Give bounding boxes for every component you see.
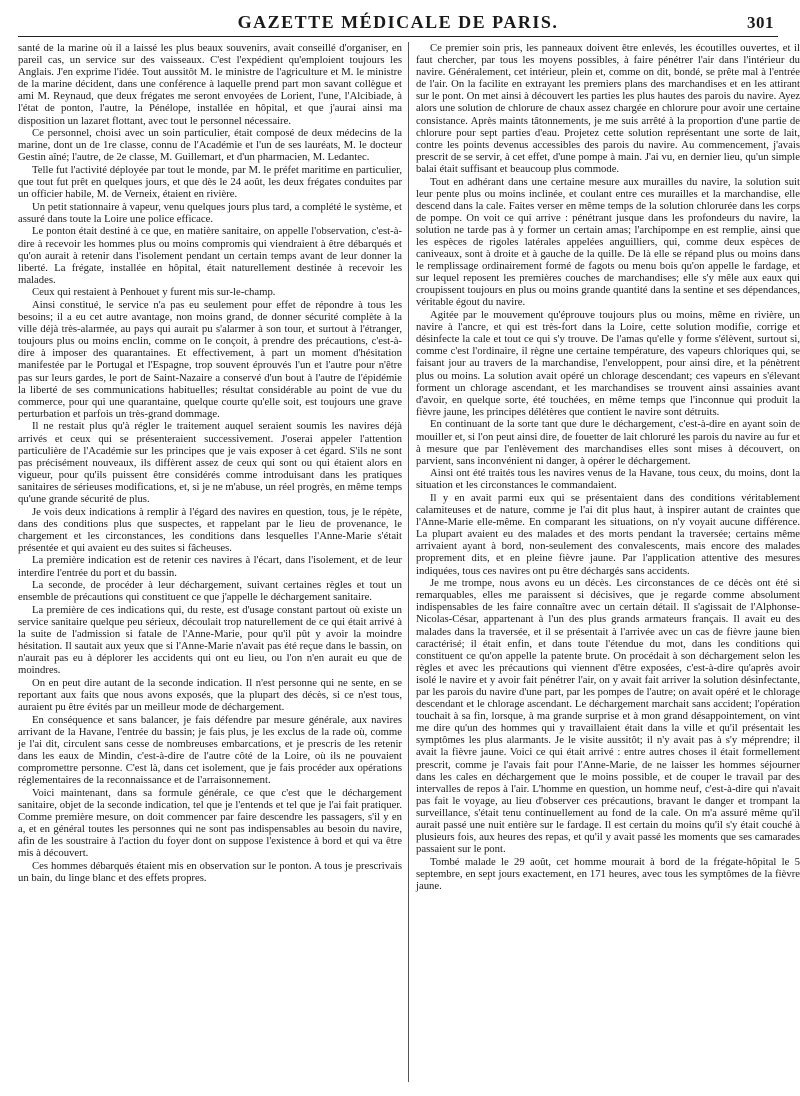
- paragraph: Ce premier soin pris, les panneaux doivent être enlevés, les écoutilles ouvertes, et il faut chercher, par tous les moyens possibles, à faire pénétrer l'air dans l'intérieur du navire. Généralement, cet intérieur, plein et, comme on dit, bondé, se prête mal à l'entrée de l'air. On la facilite en extrayant les premiers plans des marchandises et en les attirant sur le pont. On met ainsi à découvert les parties les plus hautes des parois du navire. Ayez alors une solution de chlorure de chaux assez chargée en chlorure pour avoir une certaine consistance. Après maints tâtonnements, je me suis arrêté à la proportion d'une partie de chlorure pour sept parties d'eau. Projetez cette solution représentant une sorte de lait, contre les points devenus accessibles des parois du navire. Au commencement, j'avais prescrit de se servir, à cet effet, d'une pompe à main. J'ai vu, en dernier lieu, qu'un simple balai était suffisant et beaucoup plus commode.: [416, 42, 800, 175]
- paragraph: La première de ces indications qui, du reste, est d'usage constant partout où existe un service sanitaire quelque peu sérieux, découlait trop naturellement de ce qui était arrivé à la suite de l'admission si fatale de l'Anne-Marie, pour qu'il pût y avoir la moindre hésitation. Il sautait aux yeux que si l'Anne-Marie n'avait pas été reçue dans le bassin, on n'aurait pas eu à déplorer les accidents qui ont eu lieu, ou l'on n'en aurait eu que de moindres.: [18, 603, 402, 677]
- paragraph: En continuant de la sorte tant que dure le déchargement, c'est-à-dire en ayant soin de mouiller et, si l'on peut ainsi dire, de fouetter de lait chloruré les parois du navire au fur et à mesure que par l'enlèvement des marchandises elles sont mises à découvert, on parvient, sans inconvénient ni danger, à opérer le déchargement.: [416, 418, 800, 467]
- journal-title: GAZETTE MÉDICALE DE PARIS.: [237, 12, 559, 32]
- paragraph: Je vois deux indications à remplir à l'égard des navires en question, tous, je le répète, dans des conditions plus que suspectes, et rappelant par le lieu de provenance, le chargement et les circonstances, les conditions dans lesquelles l'Anne-Marie s'était présentée et qui avaient eu des suites si fâcheuses.: [18, 505, 402, 554]
- paragraph: Le ponton était destiné à ce que, en matière sanitaire, on appelle l'observation, c'est-à-dire à recevoir les hommes plus ou moins compromis qui viendraient à être débarqués et qu'on aurait à retenir dans l'isolement pendant un certain temps avant de leur donner la liberté. La frégate, installée en hôpital, était naturellement destinée à recevoir les malades.: [18, 225, 402, 286]
- paragraph: Tout en adhérant dans une certaine mesure aux murailles du navire, la solution suit leur pente plus ou moins inclinée, et coulant entre ces murailles et la marchandise, elle descend dans la cale. Faites verser en même temps de la solution chlorurée dans les corps de pompe. On voit ce qui arrive : pénétrant jusque dans les profondeurs du navire, la solution ne tarde pas à y former un certain amas; l'archipompe en est remplie, ainsi que les espèces de rigoles latérales appelées anguilliers, qui, comme deux espèces de caniveaux, sont à droite et à gauche de la quille. De là elle se répand plus ou moins dans le remplissage ordinairement formé de fagots ou menu bois qu'on appelle le fardage, et sur lequel reposent les premières couches de marchandises; elle s'y mêle aux eaux qui croupissent toujours en plus ou moins grande quantité dans la sentine et ses dépendances, véritable égout du navire.: [416, 175, 800, 309]
- paragraph: En conséquence et sans balancer, je fais défendre par mesure générale, aux navires arrivant de la Havane, l'entrée du bassin; je fais plus, je les exclus de la rade où, comme je l'ai dit, circulent sans cesse de nombreuses embarcations, et je prescris de les retenir dans les eaux de Mindin, c'est-à-dire de l'autre côté de la Loire, où ils ne pouvaient compromettre personne. C'est là, dans cet isolement, que je fais procéder aux opérations réglementaires de la reconnaissance et de l'arraisonnement.: [18, 713, 402, 787]
- column-divider: [408, 42, 409, 1082]
- paragraph: Ce personnel, choisi avec un soin particulier, était composé de deux médecins de la marine, dont un de 1re classe, connu de l'Académie et l'un de ses lauréats, M. le docteur Gestin aîné; l'autre, de 2e classe, M. Guillemart, et d'un pharmacien, M. Ledantec.: [18, 127, 402, 164]
- paragraph: Agitée par le mouvement qu'éprouve toujours plus ou moins, même en rivière, un navire à l'ancre, et qui est très-fort dans la Loire, cette solution modifie, corrige et désinfecte la cale et tout ce qui s'y trouve. De l'amas qu'elle y forme s'élèvent, surtout si, comme c'est l'ordinaire, il règne une certaine température, des vapeurs chloriques qui, se faisant jour au travers de la marchandise, l'enveloppent, pour ainsi dire, et la pénètrent plus ou moins. La solution avait opéré un chlorage descendant; ces vapeurs en s'élevant forment un chlorage ascendant, et les marchandises se trouvent ainsi assainies avant d'avoir, en quelque sorte, été touchées, en même temps que l'inconnue qui produit la fièvre jaune, les principes délétères que contient le navire sont détruits.: [416, 309, 800, 418]
- page-header: [18, 6, 778, 37]
- paragraph: Ceux qui restaient à Penhouet y furent mis sur-le-champ.: [32, 286, 276, 299]
- paragraph: La première indication est de retenir ces navires à l'écart, dans l'isolement, et de leur interdire l'entrée du port et du bassin.: [18, 554, 402, 579]
- left-column: [18, 42, 402, 884]
- paragraph: Il ne restait plus qu'à régler le traitement auquel seraient soumis les navires déjà arrivés et ceux qui se présenteraient successivement. J'oserai appeler l'attention particulière de l'Académie sur les principes que je vais exposer à cet égard. S'ils ne sont pas précisément nouveaux, ils diffèrent assez de ceux qui sont ou qui étaient alors en vigueur, pour qu'ils puissent être considérés comme introduisant dans les pratiques sanitaires de sérieuses modifications, et, si je ne m'abuse, un réel progrès, en même temps qu'une grande sécurité de plus.: [18, 420, 402, 505]
- paragraph: Tombé malade le 29 août, cet homme mourait à bord de la frégate-hôpital le 5 septembre, en sept jours exactement, en 171 heures, avec tous les symptômes de la fièvre jaune.: [416, 855, 800, 892]
- page-number: 301: [747, 13, 774, 32]
- paragraph: Ainsi ont été traités tous les navires venus de la Havane, tous ceux, du moins, dont la situation et les circonstances le commandaient.: [416, 467, 800, 492]
- paragraph: Il y en avait parmi eux qui se présentaient dans des conditions véritablement calamiteuses et de nature, comme je l'ai dit plus haut, à inspirer autant de craintes que l'Anne-Marie elle-même. En comparant les situations, on n'y voyait aucune différence. La plupart avaient eu des malades et des morts pendant la traversée; certains même arrivaient ayant à bord, non-seulement des convalescents, mais encore des malades proprement dits, et en pleine fièvre jaune. Par l'application attentive des mesures indiquées, tous ces navires ont pu être déchargés sans accidents.: [416, 491, 800, 577]
- paragraph: Ainsi constitué, le service n'a pas eu seulement pour effet de répondre à tous les besoins; il a eu cet autre avantage, non moins grand, de donner sécurité complète à la ville déjà très-alarmée, au pays qui aurait pu s'alarmer à son tour, et surtout à l'étranger, toujours plus ou moins enclin, comme on le conçoit, à prendre des précautions, c'est-à-dire à imposer des quarantaines. Et effectivement, à part un moment d'hésitation manifestée par le Portugal et l'Espagne, trop souvent éprouvés l'un et l'autre pour n'être pas sur leurs gardes, le port de Saint-Nazaire a conservé d'un bout à l'autre de l'épidémie la liberté de ses communications habituelles; résultat considérable au point de vue du commerce, pour qui une quarantaine, quelque courte qu'elle soit, est toujours une grave perturbation et parfois un très-grand dommage.: [18, 298, 402, 420]
- paragraph: Ces hommes débarqués étaient mis en observation sur le ponton. A tous je prescrivais un bain, du linge blanc et des effets propres.: [18, 859, 402, 884]
- paragraph: Je me trompe, nous avons eu un décès. Les circonstances de ce décès ont été si remarquables, elles me paraissent si décisives, que je regarde comme absolument indispensables de les faire connaître avec un certain détail. Il s'agissait de l'Alphonse-Nicolas-César, appartenant à l'un des plus grands armateurs français. Il avait eu des malades dans la traversée, et il se présentait à l'arrivée avec un cas de fièvre jaune bien caractérisé; il était enfin, et dans toute l'étendue du mot, dans les conditions qui constituent ce qu'on appelle la patente brute. On procédait à son déchargement selon les règles et avec les précautions qui viennent d'être exposées, c'est-à-dire qu'après avoir isolé le navire et y avoir fait pénétrer l'air, on y avait fait arriver la solution désinfectante, par les parois du navire d'une part, par les pompes de l'autre; on avait opéré et le chlorage descendant et le chlorage ascendant. Le déchargement marchait sans accident; l'opération touchait à sa fin, lorsque, à ma grande surprise et à mon grand désappointement, on vint me dire qu'un des hommes qui y travaillaient était dans la ville et qu'il présentait les symptômes les plus alarmants. Je le visite aussitôt; il n'y avait pas à s'y méprendre; il avait la fièvre jaune. Voici ce qui était arrivé : entre autres choses il était formellement prescrit, comme je l'avais fait pour l'Anne-Marie, de ne laisser les hommes séjourner dans les cales en déchargement que le moins possible, et de couper le travail par des intervalles de repos à l'air. L'homme en question, un homme neuf, c'est-à-dire qui n'avait pas fait le voyage, au lieu d'observer ces précautions, bravant le danger et trompant la surveillance, s'était tenu continuellement au fond de la cale. On m'a assuré même qu'il aurait passé une nuit entière sur le fardage. Il est certain du moins qu'il s'y était couché à plusieurs fois, aux heures des repas, et qu'il y avait passé les moments que ses camarades passaient sur le pont.: [416, 577, 800, 856]
- paragraph: On en peut dire autant de la seconde indication. Il n'est personne qui ne sente, en se reportant aux faits que nous avons exposés, que la plupart des décès, si ce n'est tous, auraient pu être évités par un meilleur mode de déchargement.: [18, 676, 402, 714]
- paragraph: Un petit stationnaire à vapeur, venu quelques jours plus tard, a complété le système, et assuré dans toute la Loire une police efficace.: [18, 200, 402, 225]
- paragraph: Voici maintenant, dans sa formule générale, ce que c'est que le déchargement sanitaire, objet de la seconde indication, tel que je l'entends et tel que je l'ai fait pratiquer. Comme première mesure, on doit commencer par faire descendre les passagers, s'il y en a, et en général toutes les personnes qui ne sont pas indispensables au besoin du navire, afin de les soustraire à l'action du foyer dont on suppose l'existence à bord et qui va être mis à découvert.: [18, 786, 402, 860]
- paragraph: Telle fut l'activité déployée par tout le monde, par M. le préfet maritime en particulier, que tout fut prêt en quelques jours, et que dès le 24 août, les deux frégates conduites par un officier habile, M. de Verneix, étaient en rivière.: [18, 163, 402, 201]
- paragraph: santé de la marine où il a laissé les plus beaux souvenirs, avait conseillé d'organiser, en pareil cas, un service sur des vaisseaux. C'est l'expédient qu'emploient toujours les Anglais. J'en exprime l'idée. Tout aussitôt M. le ministre de l'agriculture et M. le ministre de la marine décident, dans une conférence à laquelle prend part mon savant collègue et ami M. Reynaud, que deux frégates me seront envoyées de Lorient, l'une, l'Alcibiade, à l'état de ponton, l'autre, la Pénélope, installée en hôpital, et que j'aurai ainsi ma disposition un lazaret flottant, avec tout le personnel nécessaire.: [18, 42, 402, 127]
- paragraph: La seconde, de procéder à leur déchargement, suivant certaines règles et tout un ensemble de précautions qui constituent ce que j'appelle le déchargement sanitaire.: [18, 579, 402, 604]
- right-column: [416, 42, 800, 892]
